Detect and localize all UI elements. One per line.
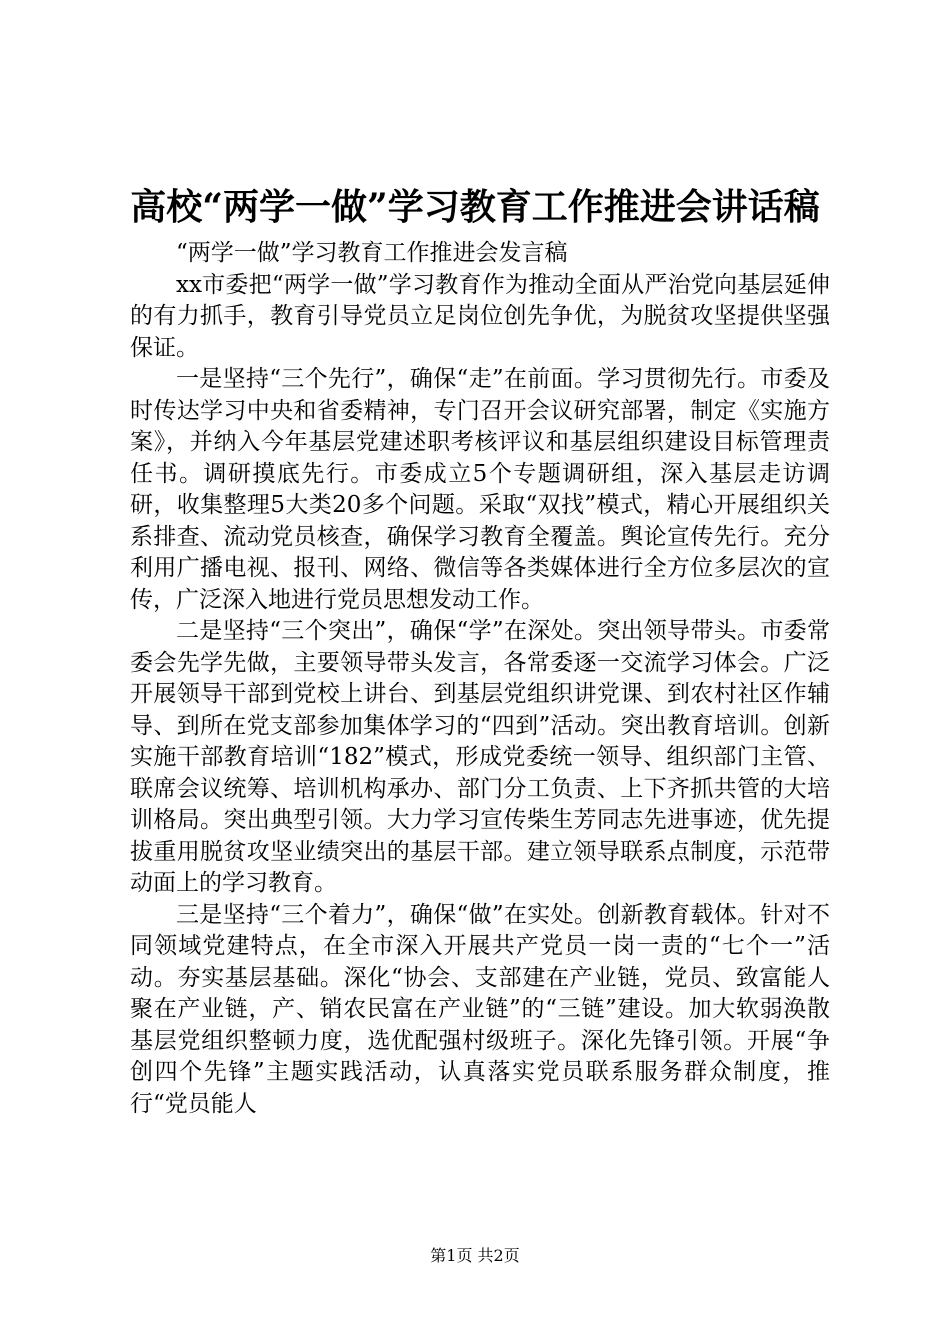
paragraph-point-three: 三是坚持“三个着力”，确保“做”在实处。创新教育载体。针对不同领域党建特点，在全市深入开展共产党员一岗一责的“七个一”活动。夯实基层基础。深化“协会、支部建在产业链，党员、致富能人聚在产业链，产、销农民富在产业链”的“三链”建设。加大软弱涣散基层党组织整顿力度，选优配强村级班子。深化先锋引领。开展“争创四个先锋”主题实践活动，认真落实党员联系服务群众制度，推行“党员能人 [130,901,830,1117]
page-title: 高校“两学一做”学习教育工作推进会讲话稿 [130,186,820,229]
paragraph-point-one: 一是坚持“三个先行”，确保“走”在前面。学习贯彻先行。市委及时传达学习中央和省委精神，专门召开会议研究部署，制定《实施方案》，并纳入今年基层党建述职考核评议和基层组织建设目标管理责任书。调研摸底先行。市委成立5个专题调研组，深入基层走访调研，收集整理5大类20多个问题。采取“双找”模式，精心开展组织关系排查、流动党员核查，确保学习教育全覆盖。舆论宣传先行。充分利用广播电视、报刊、网络、微信等各类媒体进行全方位多层次的宣传，广泛深入地进行党员思想发动工作。 [130,366,830,613]
paragraph-intro: xx市委把“两学一做”学习教育作为推动全面从严治党向基层延伸的有力抓手，教育引导党员立足岗位创先争优，为脱贫攻坚提供坚强保证。 [130,271,830,361]
paragraph-point-two: 二是坚持“三个突出”，确保“学”在深处。突出领导带头。市委常委会先学先做，主要领导带头发言，各常委逐一交流学习体会。广泛开展领导干部到党校上讲台、到基层党组织讲党课、到农村社区作辅导、到所在党支部参加集体学习的“四到”活动。突出教育培训。创新实施干部教育培训“182”模式，形成党委统一领导、组织部门主管、联席会议统筹、培训机构承办、部门分工负责、上下齐抓共管的大培训格局。突出典型引领。大力学习宣传柴生芳同志先进事迹，优先提拔重用脱贫攻坚业绩突出的基层干部。建立领导联系点制度，示范带动面上的学习教育。 [130,618,830,896]
document-subtitle: “两学一做”学习教育工作推进会发言稿 [176,240,568,266]
page-number-footer: 第1页 共2页 [430,1246,520,1265]
document-body [130,238,830,1120]
